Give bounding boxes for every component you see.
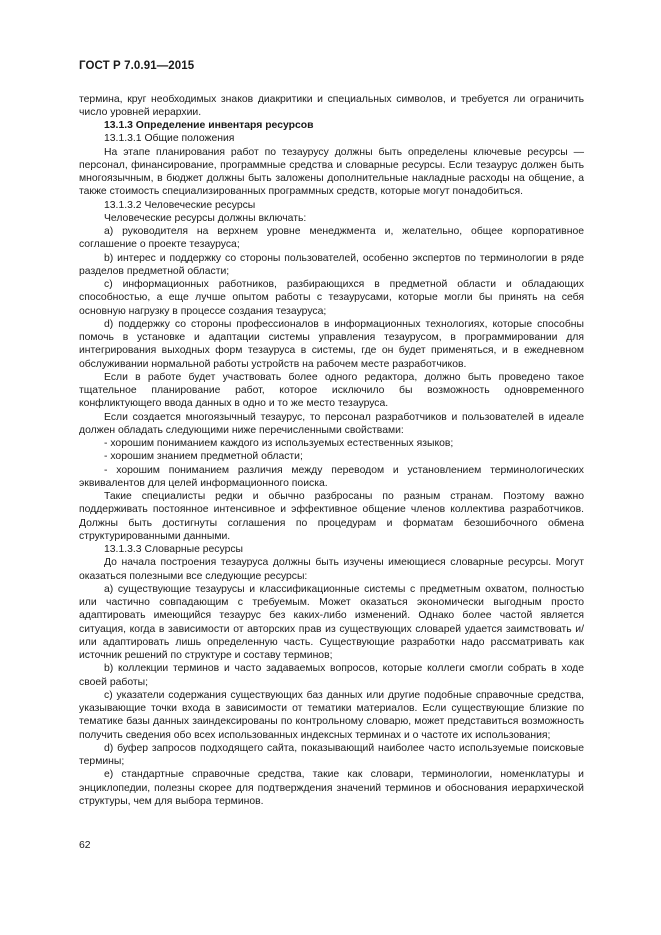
body-paragraph: - хорошим пониманием каждого из используемых естественных языков; (104, 438, 454, 449)
body-paragraph: Если в работе будет участвовать более одного редактора, должно быть проведено такое тщательное планирование работ, которое исключило бы возможность одновременного конфликтующего ввода данных в одно и то же место тезауруса. (79, 371, 584, 410)
body-paragraph: На этапе планирования работ по тезаурусу должны быть определены ключевые ресурсы — персонал, финансирование, программные средства и словарные ресурсы. Если тезаурус должен быть многоязычным, в бюджет должны быть заложены дополнительные накладные расходы на общение, а также стоимость специализированных программных средств, которые могут понадобиться. (79, 146, 584, 198)
body-paragraph: d) поддержку со стороны профессионалов в информационных технологиях, которые способны помочь в установке и адаптации системы управления тезаурусом, в программировании для интегрирования выходных форм тезауруса в системы, где он будет применяться, и в ежедневном обслуживании нормальной работы устройств на рабочем месте разработчиков. (79, 318, 584, 370)
body-paragraph: Такие специалисты редки и обычно разбросаны по разным странам. Поэтому важно поддерживать постоянное интенсивное и эффективное общение членов коллектива разработчиков. Должны быть достигнуты соглашения по процедурам и форматам безошибочного обмена структурированными данными. (79, 491, 584, 542)
body-paragraph: b) интерес и поддержку со стороны пользователей, особенно экспертов по терминологии в ряде разделов предметной области; (79, 252, 584, 277)
document-body (79, 93, 584, 809)
body-paragraph: a) существующие тезаурусы и классификационные системы с предметным охватом, полностью или частично совпадающим с требуемым. Может оказаться экономически выгодным просто адаптировать имеющийся тезаурус без каких-либо изменений. Однако более частой является ситуация, когда в зависимости от авторских прав из существующих словарей удается заимствовать и/или адаптировать лишь определенную часть. Существующие разработки надо рассматривать как источник решений по структуре и составу терминов; (79, 583, 584, 661)
body-paragraph: c) информационных работников, разбирающихся в предметной области и обладающих способностью, а еще лучше опытом работы с тезаурусами, которые могли бы принять на себя основную нагрузку в процессе создания тезауруса; (79, 279, 584, 317)
document-header: ГОСТ Р 7.0.91—2015 (79, 60, 195, 72)
body-paragraph: c) указатели содержания существующих баз данных или другие подобные справочные средства, указывающие точки входа в зависимости от тематики материалов. Если существующие близкие по тематике базы данных заиндексированы по контрольному словарю, может представиться возможность получить сведения обо всех использованных индексных терминах и о частоте их использования; (79, 689, 584, 741)
body-paragraph: - хорошим знанием предметной области; (104, 451, 303, 463)
body-paragraph: 13.1.3.3 Словарные ресурсы (104, 544, 244, 555)
body-paragraph: До начала построения тезауруса должны быть изучены имеющиеся словарные ресурсы. Могут оказаться полезными все следующие ресурсы: (79, 557, 584, 582)
body-paragraph: a) руководителя на верхнем уровне менеджмента и, желательно, общее корпоративное соглашение о проекте тезауруса; (79, 226, 584, 251)
body-paragraph: b) коллекции терминов и часто задаваемых вопросов, которые коллеги смогли собрать в ходе своей работы; (79, 663, 584, 688)
body-paragraph: термина, круг необходимых знаков диакритики и специальных символов, и требуется ли ограничить число уровней иерархии. (79, 93, 584, 118)
body-paragraph: e) стандартные справочные средства, такие как словари, терминологии, номенклатуры и энциклопедии, полезны скорее для подтверждения значений терминов и обоснования иерархической структуры, чем для выбора терминов. (79, 769, 584, 807)
section-heading: 13.1.3 Определение инвентаря ресурсов (104, 120, 314, 131)
body-paragraph: - хорошим пониманием различия между переводом и установлением терминологических эквивалентов для целей информационного поиска. (79, 464, 584, 489)
body-paragraph: 13.1.3.2 Человеческие ресурсы (104, 199, 256, 211)
body-paragraph: Человеческие ресурсы должны включать: (104, 212, 307, 224)
page-number: 62 (79, 840, 91, 851)
body-paragraph: d) буфер запросов подходящего сайта, показывающий наиболее часто используемые поисковые термины; (79, 742, 584, 767)
body-paragraph: Если создается многоязычный тезаурус, то персонал разработчиков и пользователей в идеале должен обладать следующими ниже перечисленными свойствами: (79, 411, 584, 436)
body-paragraph: 13.1.3.1 Общие положения (104, 133, 235, 145)
